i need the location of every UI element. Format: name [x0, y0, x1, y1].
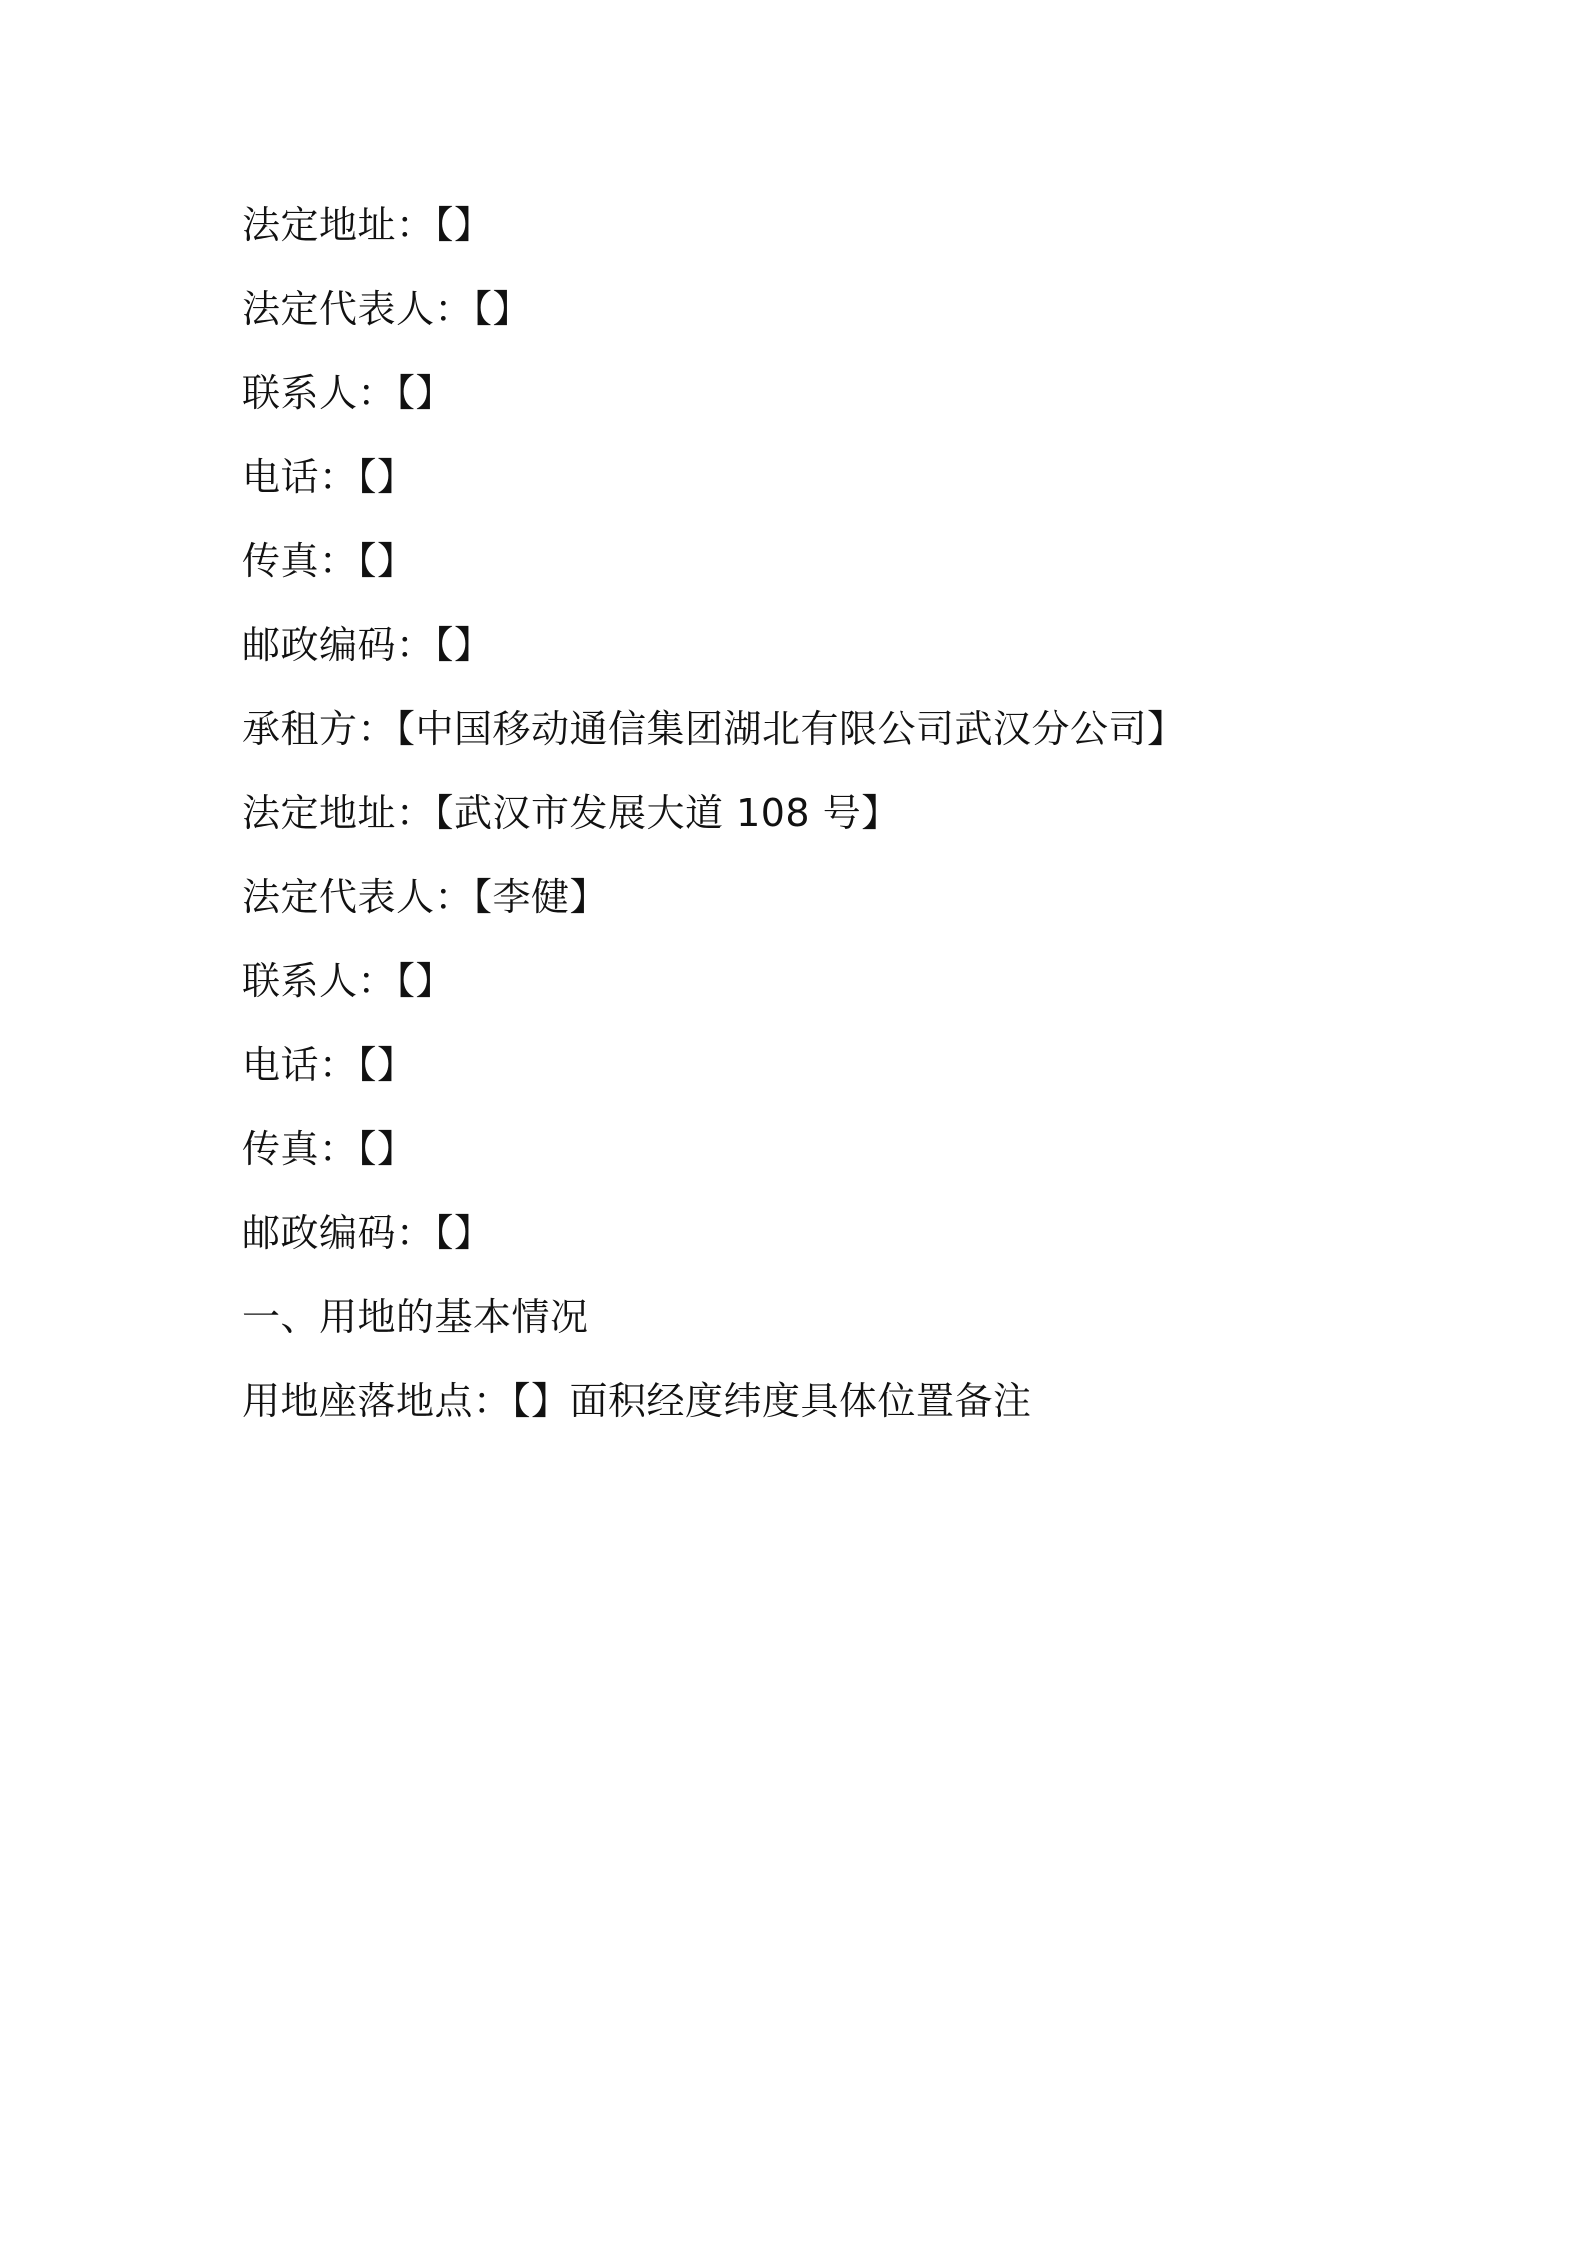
lessor-fax: 传真：【】 — [242, 539, 416, 583]
lessee-phone: 电话：【】 — [242, 1043, 416, 1087]
lessor-legal-rep: 法定代表人：【】 — [242, 287, 532, 331]
lessor-address-line — [242, 200, 1392, 284]
document-body — [242, 200, 1392, 1460]
lessee-fax-line — [242, 1124, 1392, 1208]
lessee-legal-rep-line — [242, 872, 1392, 956]
lessee-legal-rep: 法定代表人：【李健】 — [242, 875, 609, 919]
section-heading-line — [242, 1292, 1392, 1376]
lessor-contact: 联系人：【】 — [242, 371, 455, 415]
lessee-name-line — [242, 704, 1392, 788]
lessee-name: 承租方：【中国移动通信集团湖北有限公司武汉分公司】 — [242, 707, 1186, 751]
lessee-phone-line — [242, 1040, 1392, 1124]
lessor-phone-line — [242, 452, 1392, 536]
lessor-address: 法定地址：【】 — [242, 203, 493, 247]
lessee-contact: 联系人：【】 — [242, 959, 455, 1003]
lessee-contact-line — [242, 956, 1392, 1040]
lessor-legal-rep-line — [242, 284, 1392, 368]
lessor-contact-line — [242, 368, 1392, 452]
site-location: 用地座落地点：【】面积经度纬度具体位置备注 — [242, 1379, 1032, 1423]
lessee-fax: 传真：【】 — [242, 1127, 416, 1171]
lessor-postcode-line — [242, 620, 1392, 704]
lessee-postcode-line — [242, 1208, 1392, 1292]
site-location-line — [242, 1376, 1392, 1460]
lessor-phone: 电话：【】 — [242, 455, 416, 499]
lessee-postcode: 邮政编码：【】 — [242, 1211, 493, 1255]
lessee-address: 法定地址：【武汉市发展大道 108 号】 — [242, 791, 900, 835]
lessor-fax-line — [242, 536, 1392, 620]
section-heading: 一、用地的基本情况 — [242, 1295, 589, 1339]
lessee-address-line — [242, 788, 1392, 872]
lessor-postcode: 邮政编码：【】 — [242, 623, 493, 667]
